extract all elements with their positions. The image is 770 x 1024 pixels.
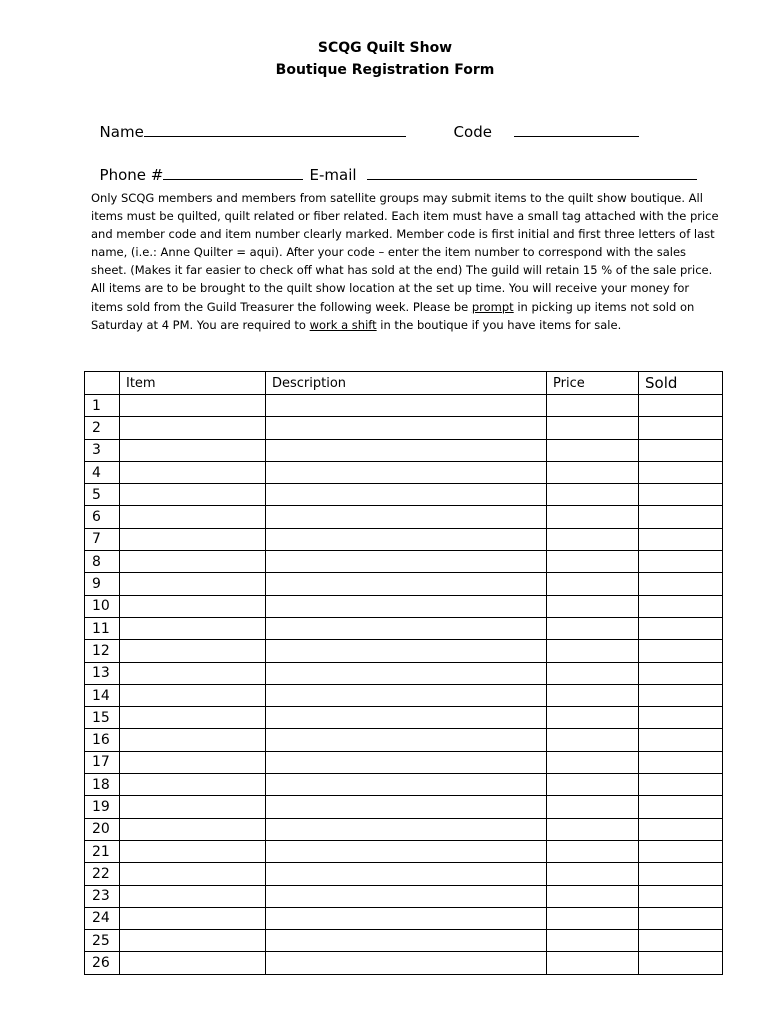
item-cell[interactable] <box>120 640 266 662</box>
item-cell[interactable] <box>120 461 266 483</box>
row-number: 2 <box>85 417 120 439</box>
table-row <box>85 818 723 840</box>
column-header-number <box>85 372 120 395</box>
row-number: 9 <box>85 573 120 595</box>
table-row <box>85 662 723 684</box>
table-row <box>85 751 723 773</box>
table-row <box>85 840 723 862</box>
price-cell[interactable] <box>547 484 639 506</box>
sold-cell[interactable] <box>639 774 723 796</box>
sold-cell[interactable] <box>639 707 723 729</box>
row-number: 15 <box>85 707 120 729</box>
description-cell[interactable] <box>266 751 547 773</box>
table-row <box>85 461 723 483</box>
item-cell[interactable] <box>120 863 266 885</box>
code-blank[interactable] <box>514 122 639 137</box>
sold-cell[interactable] <box>639 729 723 751</box>
table-row <box>85 439 723 461</box>
price-cell[interactable] <box>547 573 639 595</box>
description-cell[interactable] <box>266 461 547 483</box>
table-row <box>85 528 723 550</box>
row-number: 25 <box>85 930 120 952</box>
column-header-sold: Sold <box>639 372 723 395</box>
description-cell[interactable] <box>266 395 547 417</box>
item-cell[interactable] <box>120 595 266 617</box>
price-cell[interactable] <box>547 461 639 483</box>
item-cell[interactable] <box>120 818 266 840</box>
table-row <box>85 885 723 907</box>
row-number: 26 <box>85 952 120 974</box>
row-number: 16 <box>85 729 120 751</box>
item-cell[interactable] <box>120 662 266 684</box>
table-row <box>85 907 723 929</box>
item-cell[interactable] <box>120 617 266 639</box>
description-cell[interactable] <box>266 863 547 885</box>
row-number: 7 <box>85 528 120 550</box>
row-number: 8 <box>85 551 120 573</box>
item-cell[interactable] <box>120 506 266 528</box>
price-cell[interactable] <box>547 930 639 952</box>
table-row <box>85 930 723 952</box>
items-table <box>84 371 723 975</box>
price-cell[interactable] <box>547 595 639 617</box>
row-number: 11 <box>85 617 120 639</box>
price-cell[interactable] <box>547 729 639 751</box>
table-body <box>85 395 723 975</box>
code-field <box>444 104 639 141</box>
description-cell[interactable] <box>266 684 547 706</box>
description-cell[interactable] <box>266 707 547 729</box>
description-cell[interactable] <box>266 551 547 573</box>
table-row <box>85 573 723 595</box>
row-number: 3 <box>85 439 120 461</box>
description-cell[interactable] <box>266 796 547 818</box>
sold-cell[interactable] <box>639 617 723 639</box>
sold-cell[interactable] <box>639 640 723 662</box>
price-cell[interactable] <box>547 774 639 796</box>
column-header-item: Item <box>120 372 266 395</box>
sold-cell[interactable] <box>639 395 723 417</box>
sold-cell[interactable] <box>639 863 723 885</box>
description-cell[interactable] <box>266 930 547 952</box>
row-number: 19 <box>85 796 120 818</box>
item-cell[interactable] <box>120 952 266 974</box>
instructions-text-3: in the boutique if you have items for sale. <box>376 317 622 332</box>
sold-cell[interactable] <box>639 930 723 952</box>
table-row <box>85 684 723 706</box>
item-cell[interactable] <box>120 484 266 506</box>
row-number: 24 <box>85 907 120 929</box>
sold-cell[interactable] <box>639 818 723 840</box>
email-field <box>300 147 697 184</box>
price-cell[interactable] <box>547 707 639 729</box>
table-row <box>85 774 723 796</box>
form-title: SCQG Quilt Show <box>317 40 453 56</box>
sold-cell[interactable] <box>639 684 723 706</box>
row-number: 14 <box>85 684 120 706</box>
row-number: 22 <box>85 863 120 885</box>
price-cell[interactable] <box>547 640 639 662</box>
instructions-text-2: in picking up items not sold on Saturday at 4 PM. You are required to <box>91 299 695 332</box>
description-cell[interactable] <box>266 595 547 617</box>
sold-cell[interactable] <box>639 796 723 818</box>
column-header-description: Description <box>266 372 547 395</box>
price-cell[interactable] <box>547 439 639 461</box>
item-cell[interactable] <box>120 573 266 595</box>
price-cell[interactable] <box>547 885 639 907</box>
email-label: E-mail <box>309 166 357 184</box>
description-cell[interactable] <box>266 885 547 907</box>
description-cell[interactable] <box>266 417 547 439</box>
row-number: 23 <box>85 885 120 907</box>
item-cell[interactable] <box>120 551 266 573</box>
table-row <box>85 863 723 885</box>
price-cell[interactable] <box>547 506 639 528</box>
description-cell[interactable] <box>266 774 547 796</box>
name-label: Name <box>99 123 144 141</box>
description-cell[interactable] <box>266 729 547 751</box>
item-cell[interactable] <box>120 729 266 751</box>
description-cell[interactable] <box>266 840 547 862</box>
price-cell[interactable] <box>547 417 639 439</box>
row-number: 18 <box>85 774 120 796</box>
instructions-emphasis-work-shift: work a shift <box>309 317 377 332</box>
sold-cell[interactable] <box>639 573 723 595</box>
instructions-paragraph <box>91 189 721 334</box>
sold-cell[interactable] <box>639 528 723 550</box>
row-number: 4 <box>85 461 120 483</box>
item-cell[interactable] <box>120 684 266 706</box>
price-cell[interactable] <box>547 551 639 573</box>
price-cell[interactable] <box>547 662 639 684</box>
sold-cell[interactable] <box>639 461 723 483</box>
row-number: 6 <box>85 506 120 528</box>
price-cell[interactable] <box>547 907 639 929</box>
row-number: 20 <box>85 818 120 840</box>
sold-cell[interactable] <box>639 506 723 528</box>
table-row <box>85 506 723 528</box>
description-cell[interactable] <box>266 484 547 506</box>
table-row <box>85 640 723 662</box>
name-field <box>90 104 406 141</box>
table-row <box>85 952 723 974</box>
table-row <box>85 484 723 506</box>
description-cell[interactable] <box>266 506 547 528</box>
row-number: 10 <box>85 595 120 617</box>
price-cell[interactable] <box>547 395 639 417</box>
row-number: 13 <box>85 662 120 684</box>
sold-cell[interactable] <box>639 885 723 907</box>
price-cell[interactable] <box>547 840 639 862</box>
table-row <box>85 395 723 417</box>
price-cell[interactable] <box>547 863 639 885</box>
sold-cell[interactable] <box>639 662 723 684</box>
instructions-emphasis-prompt: prompt <box>471 299 514 314</box>
row-number: 5 <box>85 484 120 506</box>
sold-cell[interactable] <box>639 595 723 617</box>
item-cell[interactable] <box>120 885 266 907</box>
item-cell[interactable] <box>120 751 266 773</box>
description-cell[interactable] <box>266 818 547 840</box>
sold-cell[interactable] <box>639 751 723 773</box>
item-cell[interactable] <box>120 528 266 550</box>
sold-cell[interactable] <box>639 484 723 506</box>
form-subtitle: Boutique Registration Form <box>275 62 495 78</box>
item-cell[interactable] <box>120 707 266 729</box>
item-cell[interactable] <box>120 395 266 417</box>
column-header-price: Price <box>547 372 639 395</box>
row-number: 21 <box>85 840 120 862</box>
description-cell[interactable] <box>266 617 547 639</box>
description-cell[interactable] <box>266 573 547 595</box>
description-cell[interactable] <box>266 640 547 662</box>
price-cell[interactable] <box>547 796 639 818</box>
item-cell[interactable] <box>120 840 266 862</box>
description-cell[interactable] <box>266 528 547 550</box>
instructions-text-1: Only SCQG members and members from satellite groups may submit items to the quilt show boutique. All items must be quilted, quilt related or fiber related. Each item must have a small tag attached with the price and member code and item number clearly marked. Member code is first initial and first three letters of last name, (i.e.: Anne Quilter = aqui). After your code – enter the item number to correspond with the sales sheet. (Makes it far easier to check off what has sold at the end) The guild will retain 15 % of the sale price. All items are to be brought to the quilt show location at the set up time. You will receive your money for items sold from the Guild Treasurer the following week. Please be <box>91 191 719 314</box>
table-row <box>85 707 723 729</box>
table-row <box>85 796 723 818</box>
name-blank[interactable] <box>144 122 406 137</box>
description-cell[interactable] <box>266 439 547 461</box>
row-number: 17 <box>85 751 120 773</box>
sold-cell[interactable] <box>639 840 723 862</box>
phone-label: Phone # <box>99 166 164 184</box>
sold-cell[interactable] <box>639 551 723 573</box>
price-cell[interactable] <box>547 528 639 550</box>
item-cell[interactable] <box>120 907 266 929</box>
row-number: 1 <box>85 395 120 417</box>
sold-cell[interactable] <box>639 952 723 974</box>
code-label: Code <box>453 123 492 141</box>
description-cell[interactable] <box>266 952 547 974</box>
price-cell[interactable] <box>547 617 639 639</box>
table-header-row <box>85 372 723 395</box>
item-cell[interactable] <box>120 796 266 818</box>
sold-cell[interactable] <box>639 907 723 929</box>
sold-cell[interactable] <box>639 417 723 439</box>
table-row <box>85 595 723 617</box>
sold-cell[interactable] <box>639 439 723 461</box>
price-cell[interactable] <box>547 952 639 974</box>
phone-field <box>90 147 303 184</box>
description-cell[interactable] <box>266 907 547 929</box>
price-cell[interactable] <box>547 751 639 773</box>
item-cell[interactable] <box>120 439 266 461</box>
item-cell[interactable] <box>120 930 266 952</box>
item-cell[interactable] <box>120 774 266 796</box>
item-cell[interactable] <box>120 417 266 439</box>
email-blank[interactable] <box>367 165 697 180</box>
table-row <box>85 729 723 751</box>
table-row <box>85 417 723 439</box>
price-cell[interactable] <box>547 684 639 706</box>
price-cell[interactable] <box>547 818 639 840</box>
phone-blank[interactable] <box>163 165 303 180</box>
table-row <box>85 551 723 573</box>
row-number: 12 <box>85 640 120 662</box>
description-cell[interactable] <box>266 662 547 684</box>
table-row <box>85 617 723 639</box>
